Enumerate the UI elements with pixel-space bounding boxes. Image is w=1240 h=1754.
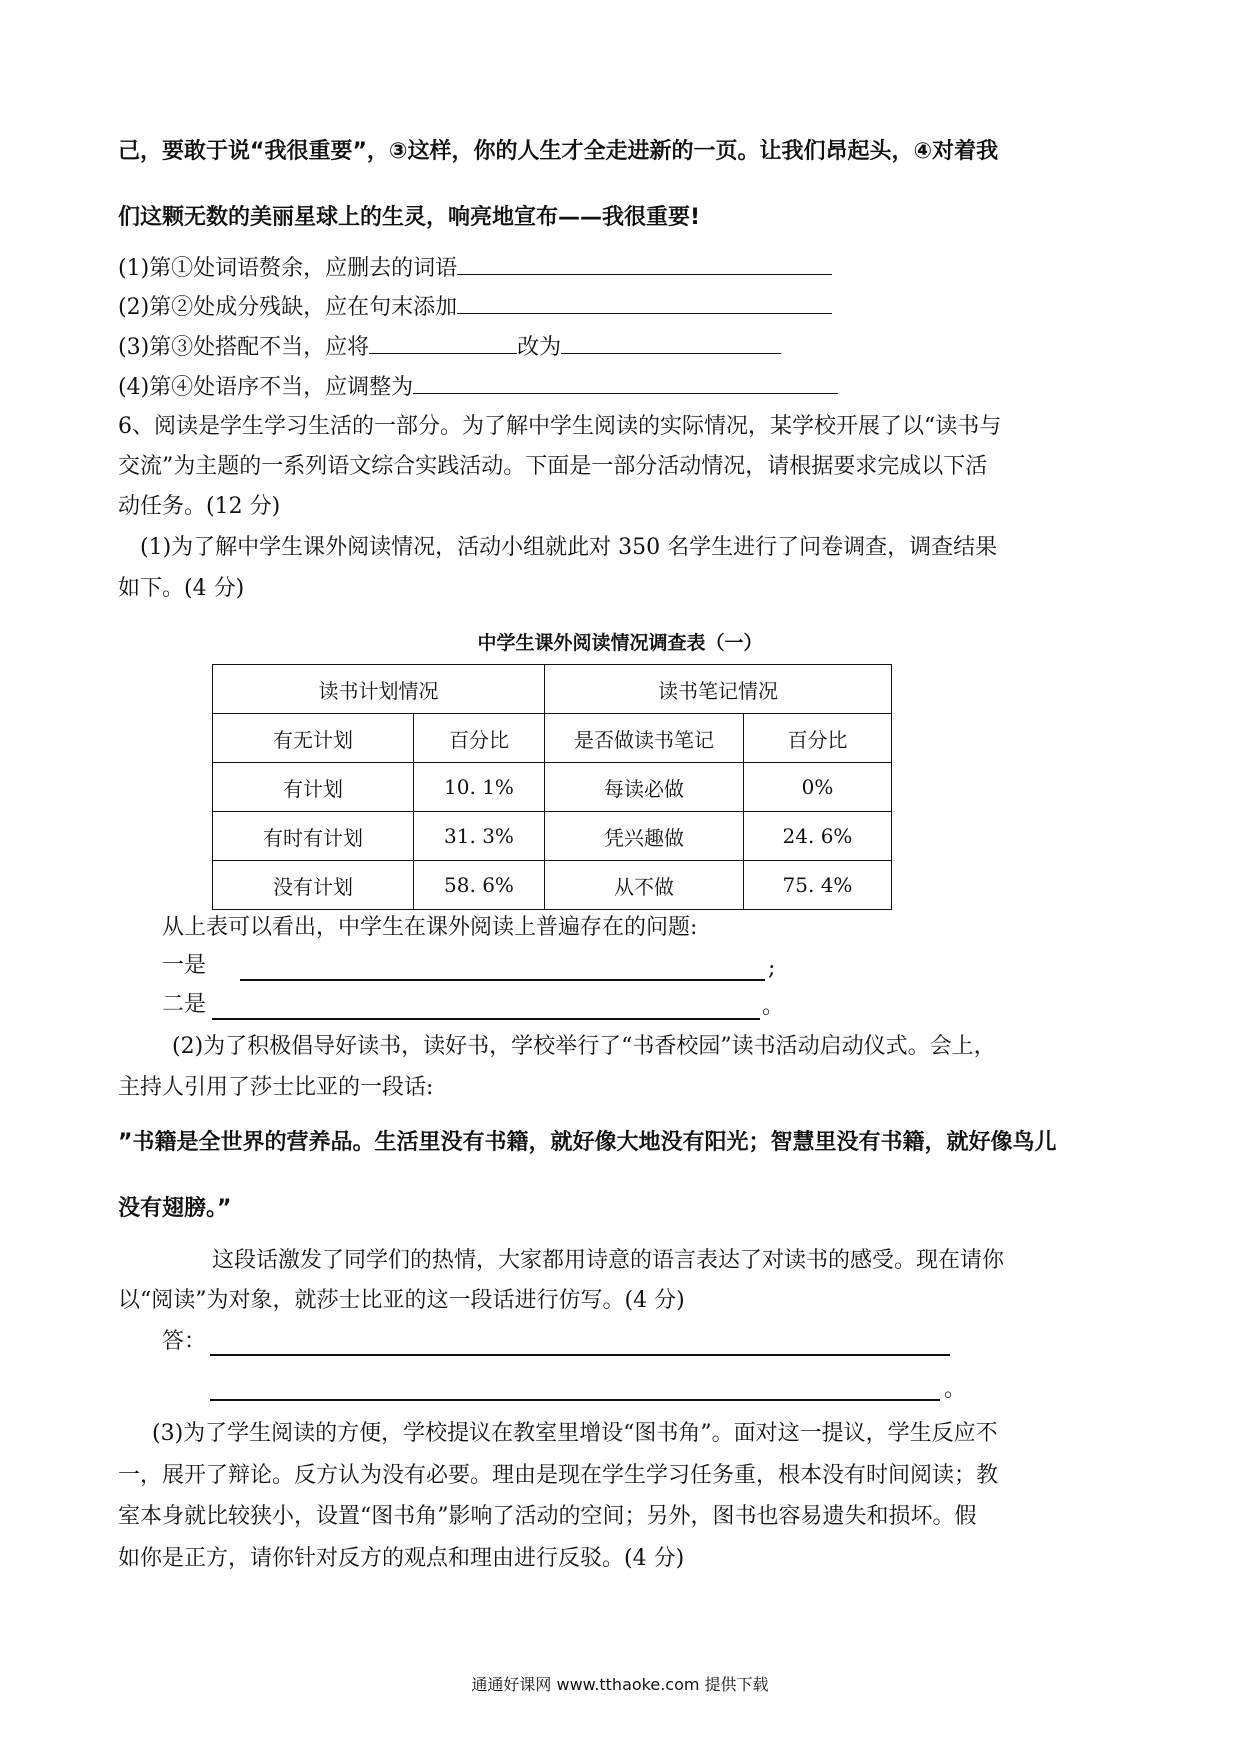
table-cell: 没有计划	[213, 861, 414, 910]
table-column-header: 有无计划	[213, 714, 414, 763]
problem-one-label: 一是	[162, 953, 207, 978]
table-row	[213, 861, 892, 910]
answer-line-1[interactable]	[210, 1354, 950, 1356]
q6-sub3-line-3: 室本身就比较狭小，设置“图书角”影响了活动的空间；另外，图书也容易遗失和损坏。假	[118, 1504, 977, 1529]
table-caption: 中学生课外阅读情况调查表（一）	[477, 632, 763, 654]
q6-sub2-line-3: 这段话激发了同学们的热情，大家都用诗意的语言表达了对读书的感受。现在请你	[212, 1248, 1005, 1273]
q5-item-2	[118, 293, 832, 323]
q6-line-1: 6、阅读是学生学习生活的一部分。为了解中学生阅读的实际情况，某学校开展了以“读书与	[118, 414, 1002, 439]
table-column-header: 百分比	[414, 714, 545, 763]
table-cell: 24. 6%	[744, 812, 892, 861]
answer-blank[interactable]	[413, 373, 838, 394]
answer-blank[interactable]	[457, 254, 832, 275]
q6-sub2-line-4: 以“阅读”为对象，就莎士比亚的这一段话进行仿写。(4 分)	[118, 1288, 685, 1313]
shakespeare-quote-line-1: ”书籍是全世界的营养品。生活里没有书籍，就好像大地没有阳光；智慧里没有书籍，就好像鸟儿	[118, 1130, 1057, 1155]
table-row	[213, 812, 892, 861]
answer-blank[interactable]	[369, 333, 517, 354]
survey-table	[212, 664, 892, 910]
q6-sub1-line-1: (1)为了解中学生课外阅读情况，活动小组就此对 350 名学生进行了问卷调查，调查结果	[140, 535, 998, 560]
q6-line-2: 交流”为主题的一系列语文综合实践活动。下面是一部分活动情况，请根据要求完成以下活	[118, 454, 988, 479]
q5-item-3	[118, 333, 781, 363]
table-cell: 58. 6%	[414, 861, 545, 910]
table-cell: 75. 4%	[744, 861, 892, 910]
q6-sub2-line-1: (2)为了积极倡导好读书，读好书，学校举行了“书香校园”读书活动启动仪式。会上，	[172, 1034, 996, 1059]
problem-one-end: ;	[768, 956, 776, 981]
q5-item-4-text: (4)第④处语序不当，应调整为	[118, 375, 414, 400]
problem-two-end: 。	[762, 994, 785, 1019]
table-cell: 31. 3%	[414, 812, 545, 861]
passage-line-1: 己，要敢于说“我很重要”，③这样，你的人生才全走进新的一页。让我们昂起头，④对着我	[118, 139, 999, 164]
table-row	[213, 763, 892, 812]
answer-line-2[interactable]	[210, 1399, 940, 1401]
answer-blank[interactable]	[561, 333, 781, 354]
q5-item-1	[118, 254, 832, 284]
passage-line-2: 们这颗无数的美丽星球上的生灵，响亮地宣布——我很重要!	[118, 205, 701, 230]
q6-sub2-line-2: 主持人引用了莎士比亚的一段话:	[118, 1075, 434, 1100]
q6-sub3-line-2: 一，展开了辩论。反方认为没有必要。理由是现在学生学习任务重，根本没有时间阅读；教	[118, 1463, 999, 1488]
table-cell: 有时有计划	[213, 812, 414, 861]
answer-end: 。	[944, 1377, 967, 1402]
answer-line-problem-one[interactable]	[240, 979, 765, 981]
q6-line-3: 动任务。(12 分)	[118, 494, 281, 519]
q5-item-3-change-to: 改为	[517, 335, 562, 360]
q6-sub3-line-4: 如你是正方，请你针对反方的观点和理由进行反驳。(4 分)	[118, 1546, 685, 1571]
answer-label: 答：	[162, 1329, 207, 1354]
table-column-header: 百分比	[744, 714, 892, 763]
shakespeare-quote-line-2: 没有翅膀。”	[118, 1196, 232, 1221]
answer-line-problem-two[interactable]	[212, 1018, 760, 1020]
q5-item-3-text: (3)第③处搭配不当，应将	[118, 335, 370, 360]
table-cell: 0%	[744, 763, 892, 812]
table-header-row	[213, 714, 892, 763]
q6-sub3-line-1: (3)为了学生阅读的方便，学校提议在教室里增设“图书角”。面对这一提议，学生反应不	[152, 1421, 998, 1446]
q5-item-2-text: (2)第②处成分残缺，应在句末添加	[118, 295, 458, 320]
table-group-header: 读书计划情况	[213, 665, 545, 714]
table-cell: 凭兴趣做	[545, 812, 744, 861]
table-group-header: 读书笔记情况	[545, 665, 892, 714]
table-conclusion-intro: 从上表可以看出，中学生在课外阅读上普遍存在的问题:	[162, 915, 698, 940]
table-header-group-row	[213, 665, 892, 714]
table-cell: 每读必做	[545, 763, 744, 812]
table-cell: 10. 1%	[414, 763, 545, 812]
answer-blank[interactable]	[457, 293, 832, 314]
q5-item-1-text: (1)第①处词语赘余，应删去的词语	[118, 256, 458, 281]
q6-sub1-line-2: 如下。(4 分)	[118, 576, 245, 601]
table-column-header: 是否做读书笔记	[545, 714, 744, 763]
q5-item-4	[118, 373, 838, 403]
page-footer: 通通好课网 www.tthaoke.com 提供下载	[471, 1675, 769, 1694]
table-cell: 从不做	[545, 861, 744, 910]
table-cell: 有计划	[213, 763, 414, 812]
problem-two-label: 二是	[162, 992, 207, 1017]
